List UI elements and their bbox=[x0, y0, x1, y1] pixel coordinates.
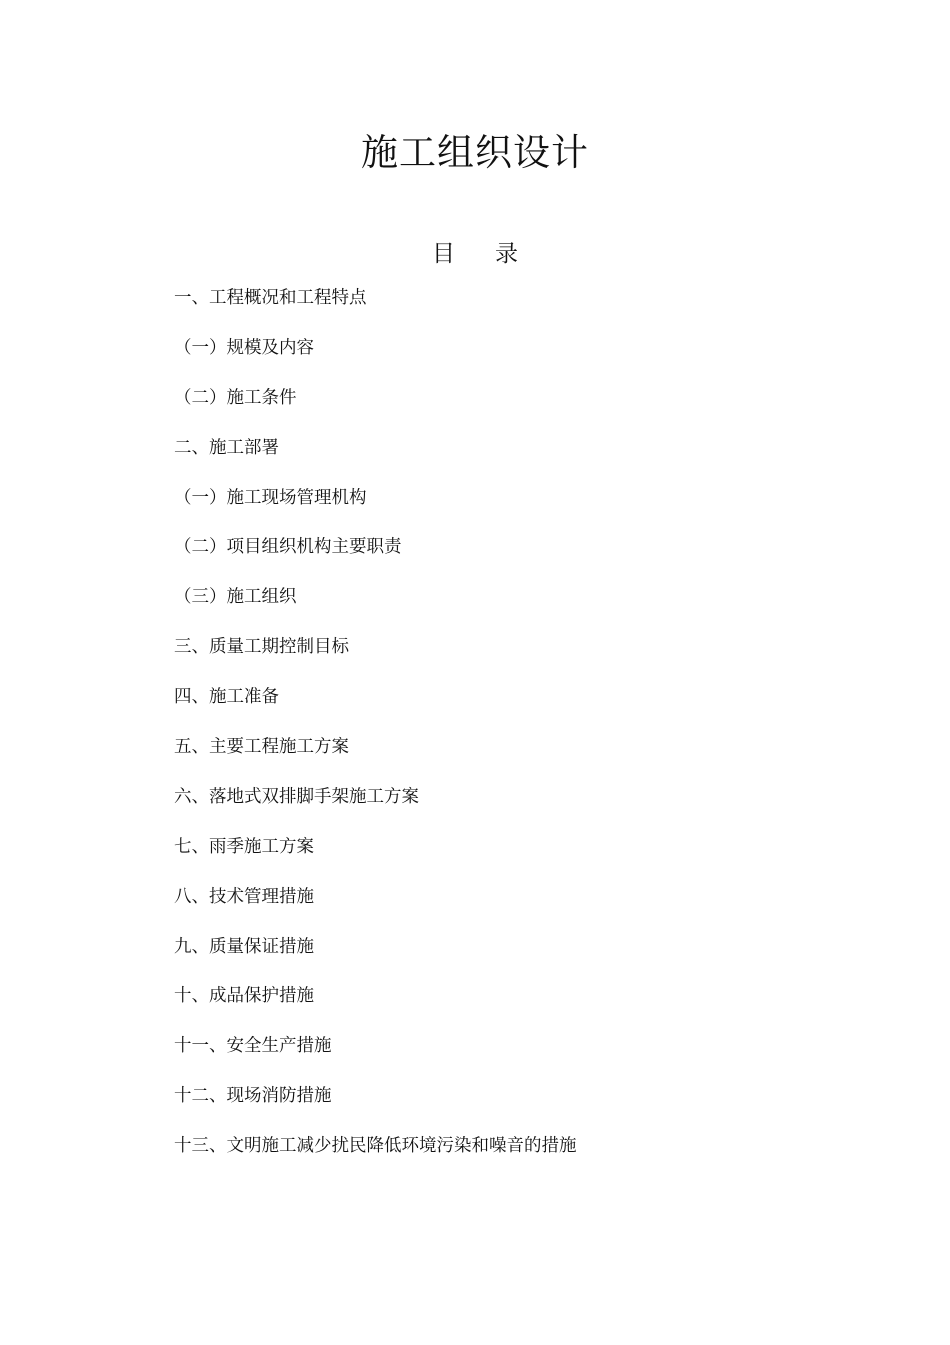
toc-item[interactable]: （二）项目组织机构主要职责 bbox=[174, 537, 402, 558]
toc-item[interactable]: 八、技术管理措施 bbox=[174, 886, 314, 907]
document-title: 施工组织设计 bbox=[361, 131, 589, 174]
toc-item[interactable]: 二、施工部署 bbox=[174, 437, 279, 458]
toc-item[interactable]: 五、主要工程施工方案 bbox=[174, 737, 349, 758]
table-of-contents bbox=[174, 283, 577, 1181]
toc-item[interactable]: 一、工程概况和工程特点 bbox=[174, 288, 367, 308]
toc-heading-char-1: 目 bbox=[432, 241, 455, 267]
toc-item[interactable]: 七、雨季施工方案 bbox=[174, 836, 314, 857]
toc-item[interactable]: 十二、现场消防措施 bbox=[174, 1086, 332, 1107]
toc-item[interactable]: （二）施工条件 bbox=[174, 387, 297, 408]
toc-item[interactable]: （一）施工现场管理机构 bbox=[174, 487, 367, 508]
toc-item[interactable]: （三）施工组织 bbox=[174, 587, 297, 608]
toc-heading bbox=[0, 238, 950, 270]
toc-item[interactable]: 九、质量保证措施 bbox=[174, 936, 314, 957]
toc-item[interactable]: 十、成品保护措施 bbox=[174, 986, 314, 1007]
toc-item[interactable]: 十三、文明施工减少扰民降低环境污染和噪音的措施 bbox=[174, 1136, 577, 1157]
toc-heading-char-2: 录 bbox=[495, 241, 518, 267]
toc-item[interactable]: （一）规模及内容 bbox=[174, 337, 314, 358]
toc-item[interactable]: 六、落地式双排脚手架施工方案 bbox=[174, 786, 419, 807]
toc-item[interactable]: 四、施工准备 bbox=[174, 687, 279, 708]
toc-item[interactable]: 三、质量工期控制目标 bbox=[174, 637, 349, 658]
toc-item[interactable]: 十一、安全生产措施 bbox=[174, 1036, 332, 1057]
